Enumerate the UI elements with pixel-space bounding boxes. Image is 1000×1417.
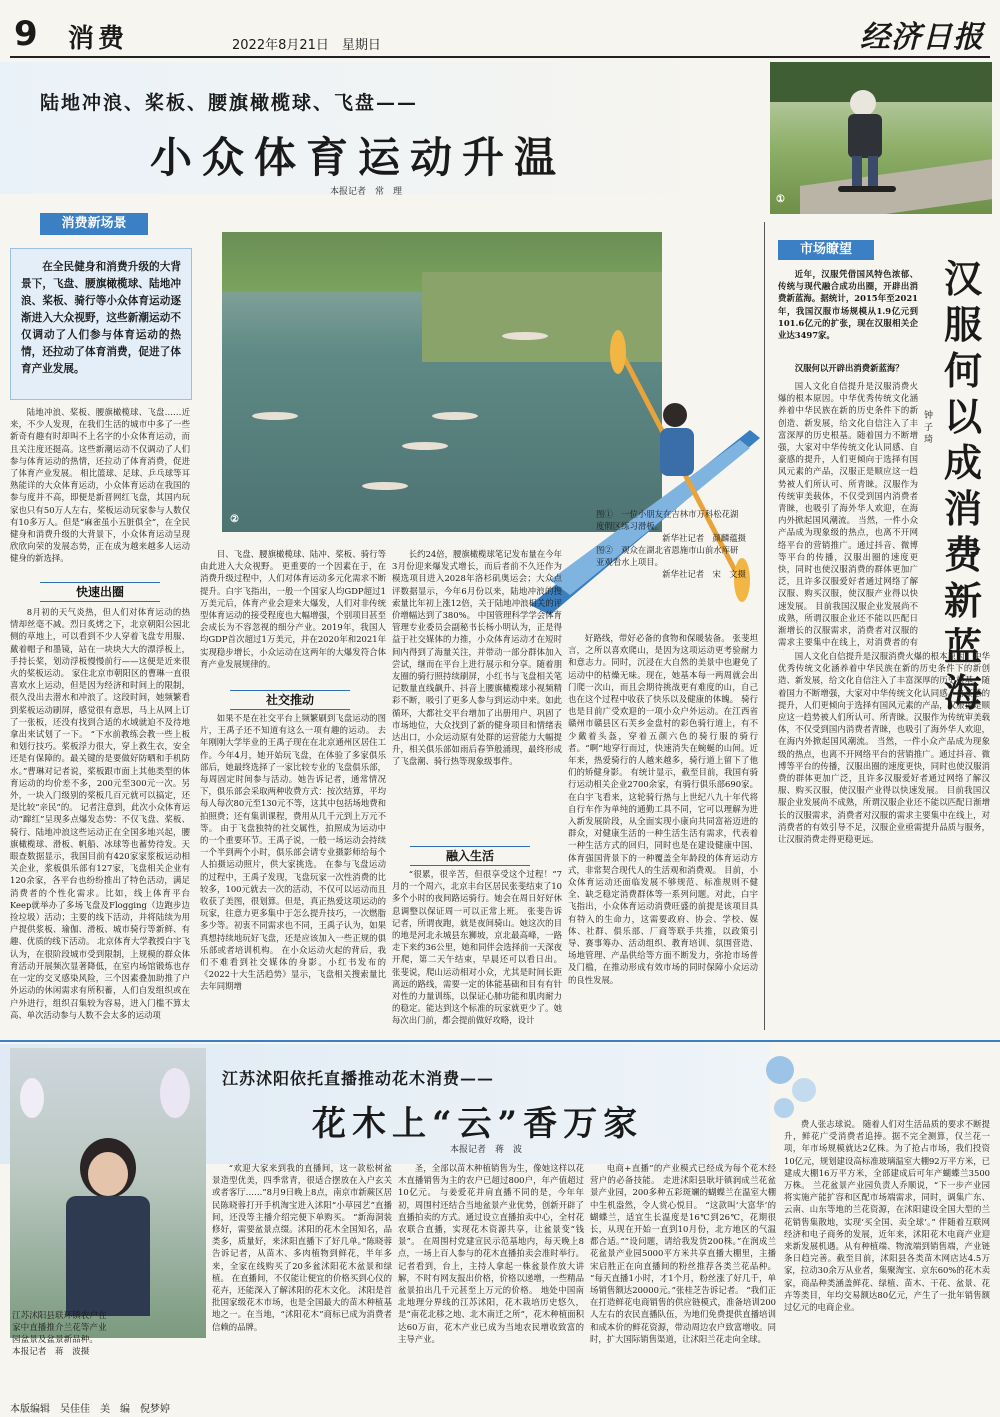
top-col3b: “很累，很辛苦，但很享受这个过程！”7月的一个周六，北京丰台区居民张斐结束了10多个小时的夜间路运骑行。她会在周日好好休息调整以保证周一可以正常上班。 张斐告诉记者，所谓夜跑，就是夜间骑山。她这次的目的地是河北永城县东狮坡，京北最高峰，一路走下来约36公里，她和同伴会选择前一天深夜开爬，第二天午结束，早晨还可以看日出。 张斐说，爬山运动相对小众，尤其是时间长距离远的路线，需要一定的体能基础和目有有针对性的力量训练，以保证心肺功能和肌肉耐力的稳定。能达到这个标准的玩家就更少了。她每次出门前，都会提前做好攻略，设计 [392,869,562,1026]
section-tag-new-scene: 消费新场景 [40,213,148,235]
bottom-title: 花木上“云”香万家 [312,1104,644,1144]
side-story-title: 汉服何以成消费新蓝海 [944,256,983,715]
top-story-kicker: 陆地冲浪、桨板、腰旗橄榄球、飞盘—— [40,92,419,114]
lead-text: 在全民健身和消费升级的大背景下，飞盘、腰旗橄榄球、陆地冲浪、桨板、骑行等小众体育运动逐渐进入大众视野，这些新潮运动不仅调动了人们参与体育运动的热情，还拉动了体育消费，促进了体育产业发展。 [21,261,181,375]
bottom-kicker: 江苏沭阳依托直播推动花木消费—— [222,1069,495,1088]
photo-marker-2: ② [230,514,239,525]
livestream-photo [10,1048,206,1338]
caption-1-credit: 新华社记者 颜麟蕴摄 [662,533,746,543]
section-tag-market: 市场瞭望 [778,240,874,260]
caption-2: 图② 观众在湖北省恩施市山前水库研亚观看水上项目。 [596,545,739,567]
top-col1b: 8月初的天气炎热，但人们对体育运动的热情却丝毫不减。烈日炙烤之下，北京朝阳公园北侧的草地上，可以看到不少人穿着飞盘专用服、戴着帽子和墨镜，站在一块块大大的漂浮板上，手持长桨，划动浮板慢慢前行——这便是近来很火的桨板运动。 家住北京市朝阳区的曹琳一直很喜欢水上运动，但是因为经济和时间上的限制，很久没出去潜水和冲浪了。这段时间，她频繁看到桨板运动刷屏，感觉很有意思，马上从网上订了一张板，还没有找到合适的水域就迫不及待地拿出来试划了一下。 “下水前教练会教一些上板和划行技巧。桨板浮力很大，穿上救生衣，安全还是有保障的。最关键的是要做好防晒和手机防水。”曹琳对记者说，桨板跟市面上其他类型的体育运动的均价差不多，200元至300元一次。另外，一块入门级别的桨板几百元就可以搞定，还是比较“亲民”的。 记者注意到，此次小众体育运动“蹿红”呈现多点爆发态势：不仅飞盘、桨板、骑行、陆地冲浪这些运动正在全国多地兴起，腰旗橄榄球、滑板、帆船、冰球等也蓄势待发。天眼查数据显示，我国目前有420家家浆板运动相关企业，浆板俱乐部有127家，飞盘相关企业有120余家，各平台也纷纷推出了特色活动，满足消费者的个性化需求。比如，线上体育平台Keep就举办了多场飞盘及Flogging（边跑步边捡垃圾）活动；主要的线下活动，并将陆续为用户提供浆板、瑜伽、滑板、城市骑行等新鲜、有趣、优质的线下活动。 北京体育大学教授白宇飞认为，在很阶段城市受到限制，上规模的群众体育活动开展频次显著降低，在室内场馆锻炼也存在一定的交叉感染风险，三个因素叠加助推了户外运动的休闲需求有所积蓄，人们自发组织或在户外进行，组织召集较为容易，进入门槛不算太高、单次活动参与人数不会太多的运动项 [10,607,190,1020]
subhead-quick: 快速出圈 [40,582,160,602]
bottom-col1: “欢迎大家来到我的直播间，这一款松树盆景造型优美，四季常青，很适合摆放在入户玄关或者客厅……”8月9日晚上8点，南京市新蕨区居民陈晓蓉打开手机淘宝进入沭阳“小草园艺”直播间，还没等主播介绍完便下单购买。 “新海洞装修好，需要盆景点缀。沭阳的花木全国知名，品类多，质量好，来沭阳直播下了好几单。”陈晓蓉告诉记者，从苗木、多肉植物到鲜花，半年多来，全家在线购买了20多盆沭阳花木盆景和绿植。 在直播间，不仅能让便宜的价格买到心仪的花卉，还能深入了解沭阳的花木文化。 沭阳是首批国家级花木市场，也是全国最大的苗木种植基地之一。在当地，“沭阳花木”商标已成为消费者信赖的品牌。 [212,1163,392,1332]
caption-2-credit: 新华社记者 宋 文摄 [662,569,746,579]
side-divider [764,222,765,1030]
bottom-photo-caption: 江苏沭阳县联环镇农户在家中直播推介兰花等产业园盆景及盆景新品种。 本报记者 蒋 波摄 [12,1311,107,1357]
masthead: 经济日报 [860,20,984,55]
top-col3a: 长约24倍，腰旗橄榄球笔记发布量在今年3月份迎来爆发式增长，而后者前不久还作为模选项目进入2028年洛杉矶奥运会；大众点评数据显示，今年6月份以来，陆地冲浪的搜索量比年初上涨12倍，关于陆地冲浪相关的评价增幅达到了380%。 中国管理科学学会体育管理专业委员会副秘书长杨小明认为，正是得益于社交媒体的力推，小众体育运动才在短时间内得到了海量关注，并带动一部分群体加入尝试，继而在平台上进行展示和分享。随着朋友圈的骑行照持续刷屏，小红书与飞盘相关笔记数量直线飙升、抖音上腰旗橄榄球小视频精彩不断，吸引了更多人参与到运动中来。如此循环，大都社交平台增加了出册用户、巩固了市场地位，大众找到了新的健身项目和情绪表达出口，小众运动原有处群的运营能力大幅提升，相关俱乐部如雨后春笋般涌现，最终形成了飞盘潮、骑行热等现象级事件。 [392,549,562,767]
side-story-author: 钟子琦 [924,411,934,445]
photo-marker-1: ① [776,194,785,205]
skateboard-photo [770,62,992,214]
editor-credits: 本版编辑 吴佳佳 美 编 倪梦婷 [10,1404,170,1415]
header-rule [10,56,990,58]
side-body-a: 国人文化自信提升是汉服消费火爆的根本原因。中华优秀传统文化涵养着中华民族在新的历史条件下的新创造、新发展，给文化自信注入了丰富深厚的历史根基。随着国力不断增强，大家对中华传统文化认同感、自豪感的提升，人们更倾向于选择有国风元素的产品，汉服正是顺应这一趋势被人们所认可、所青睐。汉服作为传统审美载体，不仅受到国内消费者青睐，也吸引了海外华人欢迎，在海内外掀起国风潮流。 当然，一件小众产品成为现象级的热点，也离不开网络平台的营销推广。通过抖音、微博等平台的传播，汉服出圈的速度更快，同时也使汉服消费的群体更加广泛，且许多汉服爱好者通过网络了解汉服、购买汉服，使汉服产业得以快速发展。 目前我国汉服企业发展尚不成熟，所谓汉服企业还不能以匹配日渐增长的汉服需求，消费者对汉服的需求主要集中在线上，对消费者的有 [778,381,918,648]
bottom-col2: 圣，全部以苗木种植销售为生，像她这样以花木直播销售为主的农户已超过800户，年产值超过10亿元。 与姜爱花并肩直播不同的是，今年年初，周围村还结合当地盆景产业优势，创新开辟了直播拍卖的方式。通过设立直播拍卖中心，全村花农联合直播，实现花木资源共享，让盆景变“钱景”。 在周围村党建宣民示范基地内，每天晚上8点，一场上百人参与的花木直播拍卖会准时举行。记者看到，台上，主持人拿起一株盆景作放大讲解，不时有网友报出价格，价格以递增，一些精品盆景拍出几千元甚至上万元的价格。 地处中国南北地理分界线的江苏沭阳，花木栽培历史悠久，是“南花北移之地、北木南迁之所”，花木种植面积达60万亩，花木产业已成为当地农民增收致富的主导产业。 [398,1163,584,1344]
section-name: 消费 [68,24,129,54]
side-body-b: 国人文化自信提升是汉服消费火爆的根本原因。中华优秀传统文化涵养着中华民族在新的历史条件下的新创造、新发展，给文化自信注入了丰富深厚的历史根基。随着国力不断增强，大家对中华传统文化认同感、自豪感的提升，人们更倾向于选择有国风元素的产品，汉服正是顺应这一趋势被人们所认可、所青睐。汉服作为传统审美载体，不仅受到国内消费者青睐，也吸引了海外华人欢迎，在海内外掀起国风潮流。 当然，一件小众产品成为现象级的热点，也离不开网络平台的营销推广。通过抖音、微博等平台的传播，汉服出圈的速度更快，同时也使汉服消费的群体更加广泛，且许多汉服爱好者通过网络了解汉服、购买汉服，使汉服产业得以快速发展。 目前我国汉服企业发展尚不成熟，所谓汉服企业还不能以匹配日渐增长的汉服需求，消费者对汉服的需求主要集中在线上，对消费者的有效引导不足，汉服企业亟需提升品质与服务，让汉服消费走得更稳更远。 [778,651,990,845]
side-lead: 近年，汉服凭借国风特色浓郁、传统与现代融合成功出圈，开辟出消费新蓝海。据统计，2015年至2021年，我国汉服市场规模从1.9亿元到101.6亿元的扩张，现在汉服相关企业达3497家。 [778,269,918,341]
issue-date: 2022年8月21日 星期日 [232,38,381,53]
subhead-life: 融入生活 [410,846,530,866]
lead-box [10,248,192,400]
top-story-byline: 本报记者 常 理 [330,187,403,197]
page-number: 9 [14,14,38,54]
top-col2b: 如果不是在社交平台上频繁刷到飞盘运动的图片，王禹子还不知道有这么一项有趣的运动。 去年刚刚大学毕业的王禹子现在在北京通州区居住工作。今年4月，她开始玩飞盘，在体验了多家俱乐部后，她最终选择了一家比较专业的飞盘俱乐部，每周固定时间参与活动。她告诉记者，通常情况下，俱乐部会采取两种收费方式：按次结算，平均每人每次80元至130元不等，这其中包括场地费和拍照费；还有集训课程，费用从几千元到上万元不等。 由于飞盘独特的社交属性，拍照成为运动中的一个重要环节。王禹子说，一般一场运动会持续一个半到两个小时，俱乐部会请专业摄影师给每个人拍摄运动照片，供大家挑选。 在参与飞盘运动的过程中，王禹子发现，飞盘玩家一次性消费的比较多，100元就去一次的活动，不仅可以运动而且收获了美图，很划算。但是，真正热爱这项运动的玩家，往意力更多集中于怎么提升技巧，一次燃脂多少等。初衷不同需求也不同，王禹子认为，如果真想持续地玩好飞盘，还是应该加入一些正规的俱乐部或者培训机构。 在小众运动火起的背后，我们不难看到社交媒体的身影。小红书发布的《2022十大生活趋势》显示，飞盘相关搜索量比去年同期增 [200,713,386,992]
photo-captions [596,508,746,580]
top-col4: 好路线，带好必备的食物和保暖装备。 张斐坦言，之所以喜欢爬山，是因为这项运动更考验耐力和意志力。同时，沉浸在大自然的美景中也避免了运动中的枯燥无味。现在，她基本每一两周就会出门爬一次山，而且会期待挑战更有难度的山，自己也在这个过程中收获了快乐以及健康的体魄。 骑行也是目前广受欢迎的一项小众户外运动。在江西省赣州市赣县区石芙乡金盘村的彩色骑行道上，有不少戴着头盔，穿着五颜六色的骑行服的骑行者。“啊”地穿行而过，快速消失在蜿蜒的山间。近年来，热爱骑行的人越来越多，骑行道上留下了他们的矫健身影。 有统计显示，截至目前，我国有骑行运动相关企业2700余家，有骑行俱乐部690家。在白宇飞看来，这轮骑行热与上世纪八九十年代将自行车作为单纯的通勤工具不同，它可以理解为进入新发展阶段，从全面实现小康向共同富裕迈进的群众，对健康生活的一种生活生活有需求，代表着一种生活方式的回归，同时也是在建设健康中国、体育强国背景下的一种覆盖全年龄段的体育运动方式，非常契合现代人的生活观和消费观。 目前，小众体育运动还面临发展不够规范、标准规则不健全、缺乏稳定消费群体等一系列问题。对此，白宇飞指出，小众体育运动消费旺盛的前提是该项目具有特入的生命力，这需要政府、协会、学校、媒体、社群、俱乐部、厂商等联手共推，以政策引导、赛事筹办、活动组织、教育培训、氛围营造、场地管理、产品供给等方面不断发力，弥抢市场普及门槛，在推动形成有效市场的同时保障小众运动的良性发展。 [568,633,758,985]
bottom-divider [0,1040,1000,1042]
bottom-col3: 电商+直播”的产业模式已经成为每个花木经营户的必备技能。 走进沭阳县耿圩镇润成兰花盆景产业园，200多种五彩斑斓的蝴蝶兰在温室大棚中生机盎然，令人赏心悦目。 “这款叫‘大富华’的蝴蝶兰，适宜生长温度是16℃到26℃，花期很长，从现在开始一直到10月份，北方地区的气温都合适。””设问题，请给我发货200株。”在润成兰花盆景产业园5000平方米共享直播大棚里，主播宋启胜正在向直播间的粉丝推荐各类兰花品种。 “每天直播1小时，才1个月，粉丝涨了好几千，单场销售额达20000元。”张桂芝告诉记者。 “我们正在打造鲜花电商销售的供应链模式，准备培训200人左右的农民直播队伍，为地们免费提供直播培训和成本价的鲜花资源，带动周边农户致富增收。同时，扩大国际销售渠道，让沭阳兰花走向全球。 [590,1163,776,1344]
subhead-social: 社交推动 [230,690,350,710]
top-col1: 陆地冲浪、桨板、腰旗橄榄球、飞盘……近来，不少人发现，在我们生活的城市中多了一些新奇有趣有时却叫不上名字的小众体育运动，而且关注度还挺高。这些新潮运动不仅调动了人们参与体育运动的热情，还拉动了体育消费，促进了体育产业发展。 相比篮球、足球、乒乓球等耳熟能详的大众体育运动，小众体育运动在我国的参与度并不高，即便是新晋网红飞盘，其国内玩家也只有50万人左右，桨板运动玩家参与人数仅有10多万人。但是“麻雀虽小五脏俱全”，在全民健身和消费升级的大背景下，小众体育运动呈现欣欣向荣的发展态势，正在成为越来越多人运动健身的新选择。 [10,407,190,564]
side-question: 汉服何以开辟出消费新蓝海？ [794,363,904,373]
caption-1: 图① 一位小朋友在吉林市万科松花湖度假区练习滑板。 [596,509,739,531]
bottom-col4: 费人张志球说。 随着人们对生活品质的要求不断提升，鲜花广受消费者追捧。据不完全测算，仅兰花一项，年市场规模就达2亿株。为了抢占市场，我们投资10亿元，规划建设高标准玻璃温室大棚92万平方米，已建成大棚16万平方米，全部建成后可年产蝴蝶兰3500万株。 兰花盆景产业园负责人乔顺说，“下一步产业园将实施产能扩容和区配市场端需求，同时，调集广东、云南、山东等地的兰花资源，在沭阳建设全国大型的兰花销售集散地，实现‘买全国、卖全球’。” 伴随着互联网经济和电子商务的发展，近年来，沭阳花木电商产业迎来新发展机遇。从有种植端、物流端到销售端，产业链条日趋完善。截至目前，沭阳县各类苗木网店达4.5万家，拉动30余万从业者，集聚淘宝、京东60%的花木卖家，商品种类涵盖鲜花、绿植、苗木、干花、盆景、花卉等类目，年均交易额达80亿元，产生了一批年销售额过亿元的电商企业。 [784,1119,990,1313]
bottom-byline: 本报记者 蒋 波 [450,1145,523,1155]
top-col2: 目、飞盘、腰旗橄榄球、陆冲、桨板、骑行等由此进入大众视野。 更重要的一个因素在于，在消费升级过程中，人们对体育运动多元化需求不断提升。白宇飞指出，一般一个国家人均GDP超过1万美元后，体育产业会迎来大爆发，人们对非传统型体育运动的接受程度也大幅增强，个别项目甚至会成长为不容忽视的细分产业。2019年，我国人均GDP首次超过1万美元，并在2020年和2021年实现稳步增长，小众运动在这两年的大爆发符合体育产业发展规律的。 [200,549,386,669]
top-story-title: 小众体育运动升温 [150,133,567,182]
